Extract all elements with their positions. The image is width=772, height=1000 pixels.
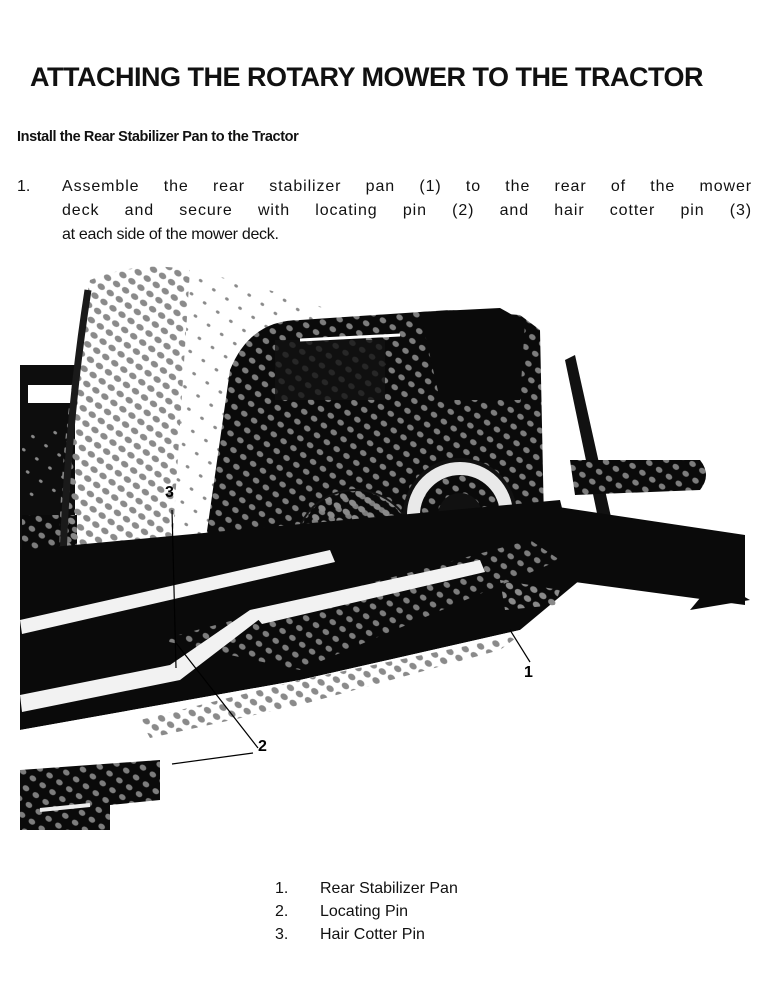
halftone-photo-illustration	[0, 250, 772, 850]
legend-item	[275, 923, 575, 946]
step-text	[62, 175, 752, 247]
legend-number: 2.	[275, 903, 289, 920]
section-heading: Install the Rear Stabilizer Pan to the Tractor	[17, 129, 299, 145]
callout-3-hair-cotter-pin: 3	[165, 484, 174, 501]
step-text-line: Assemble the rear stabilizer pan (1) to the rear of the mower	[62, 178, 752, 195]
legend-label: Rear Stabilizer Pan	[320, 880, 458, 897]
step-text-line: deck and secure with locating pin (2) and hair cotter pin (3)	[62, 202, 752, 219]
callout-1-rear-stabilizer-pan: 1	[524, 664, 533, 681]
parts-legend	[275, 877, 575, 946]
leader-line-2b	[172, 753, 253, 764]
page-title: ATTACHING THE ROTARY MOWER TO THE TRACTOR	[30, 62, 703, 92]
legend-number: 1.	[275, 880, 289, 897]
legend-number: 3.	[275, 926, 289, 943]
step-number: 1.	[17, 178, 31, 195]
callout-2-locating-pin: 2	[258, 738, 267, 755]
mower-deck-photo	[0, 250, 772, 850]
legend-label: Locating Pin	[320, 903, 409, 920]
legend-item	[275, 877, 575, 900]
step-text-line: at each side of the mower deck.	[62, 226, 279, 243]
legend-item	[275, 900, 575, 923]
legend-label: Hair Cotter Pin	[320, 926, 425, 943]
